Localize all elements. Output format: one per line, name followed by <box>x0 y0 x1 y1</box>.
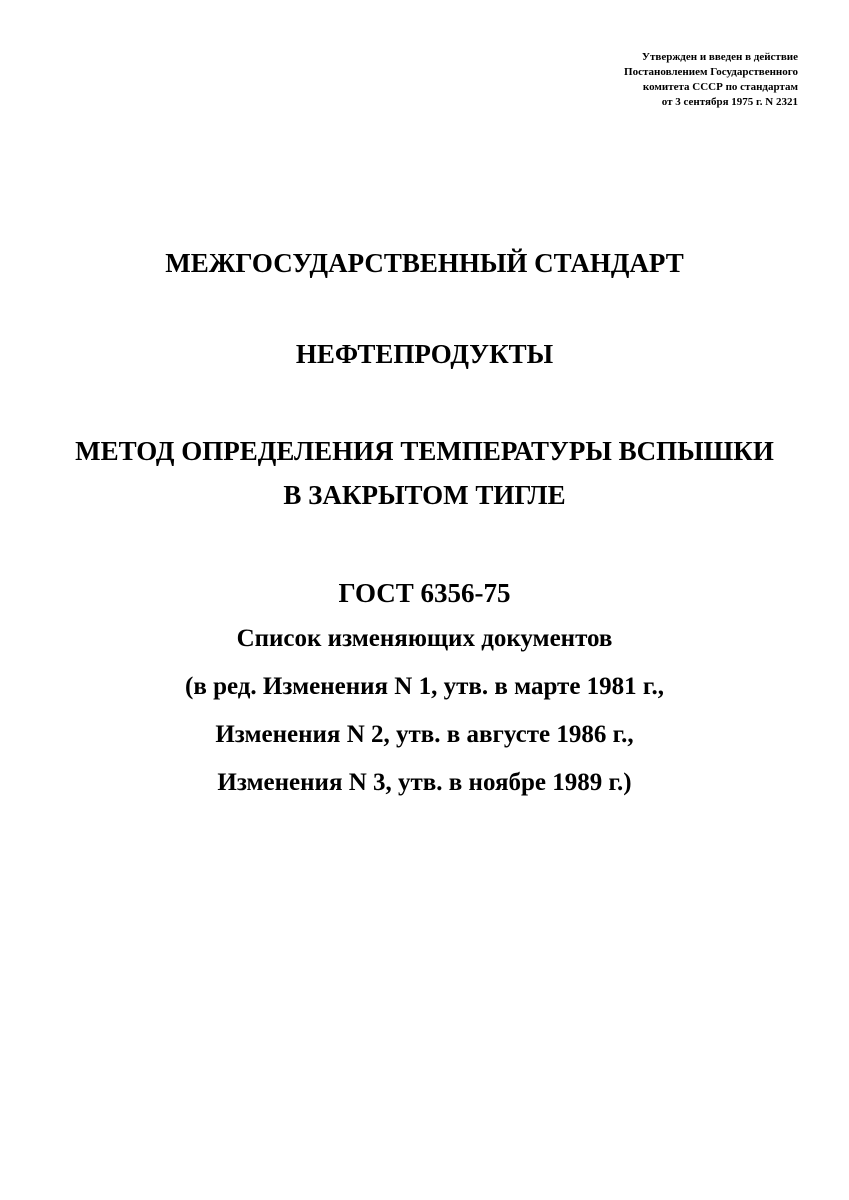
amendment-line: (в ред. Изменения N 1, утв. в марте 1981 г., <box>185 673 664 700</box>
amendment-line: Изменения N 2, утв. в августе 1986 г., <box>215 721 634 748</box>
standard-type-heading: МЕЖГОСУДАРСТВЕННЫЙ СТАНДАРТ <box>165 248 684 278</box>
subject-heading: НЕФТЕПРОДУКТЫ <box>295 339 554 369</box>
amendment-line: Изменения N 3, утв. в ноябре 1989 г.) <box>217 769 632 796</box>
approval-note <box>624 50 798 110</box>
standard-designation: ГОСТ 6356-75 <box>338 578 511 608</box>
approval-line: Утвержден и введен в действие <box>641 51 798 63</box>
document-title-line-1: МЕТОД ОПРЕДЕЛЕНИЯ ТЕМПЕРАТУРЫ ВСПЫШКИ <box>75 436 774 466</box>
approval-line: от 3 сентября 1975 г. N 2321 <box>661 96 798 108</box>
approval-line: Постановлением Государственного <box>624 66 798 78</box>
document-title-line-2: В ЗАКРЫТОМ ТИГЛЕ <box>283 480 566 510</box>
approval-line: комитета СССР по стандартам <box>642 81 798 93</box>
amendments-heading: Список изменяющих документов <box>236 625 613 652</box>
